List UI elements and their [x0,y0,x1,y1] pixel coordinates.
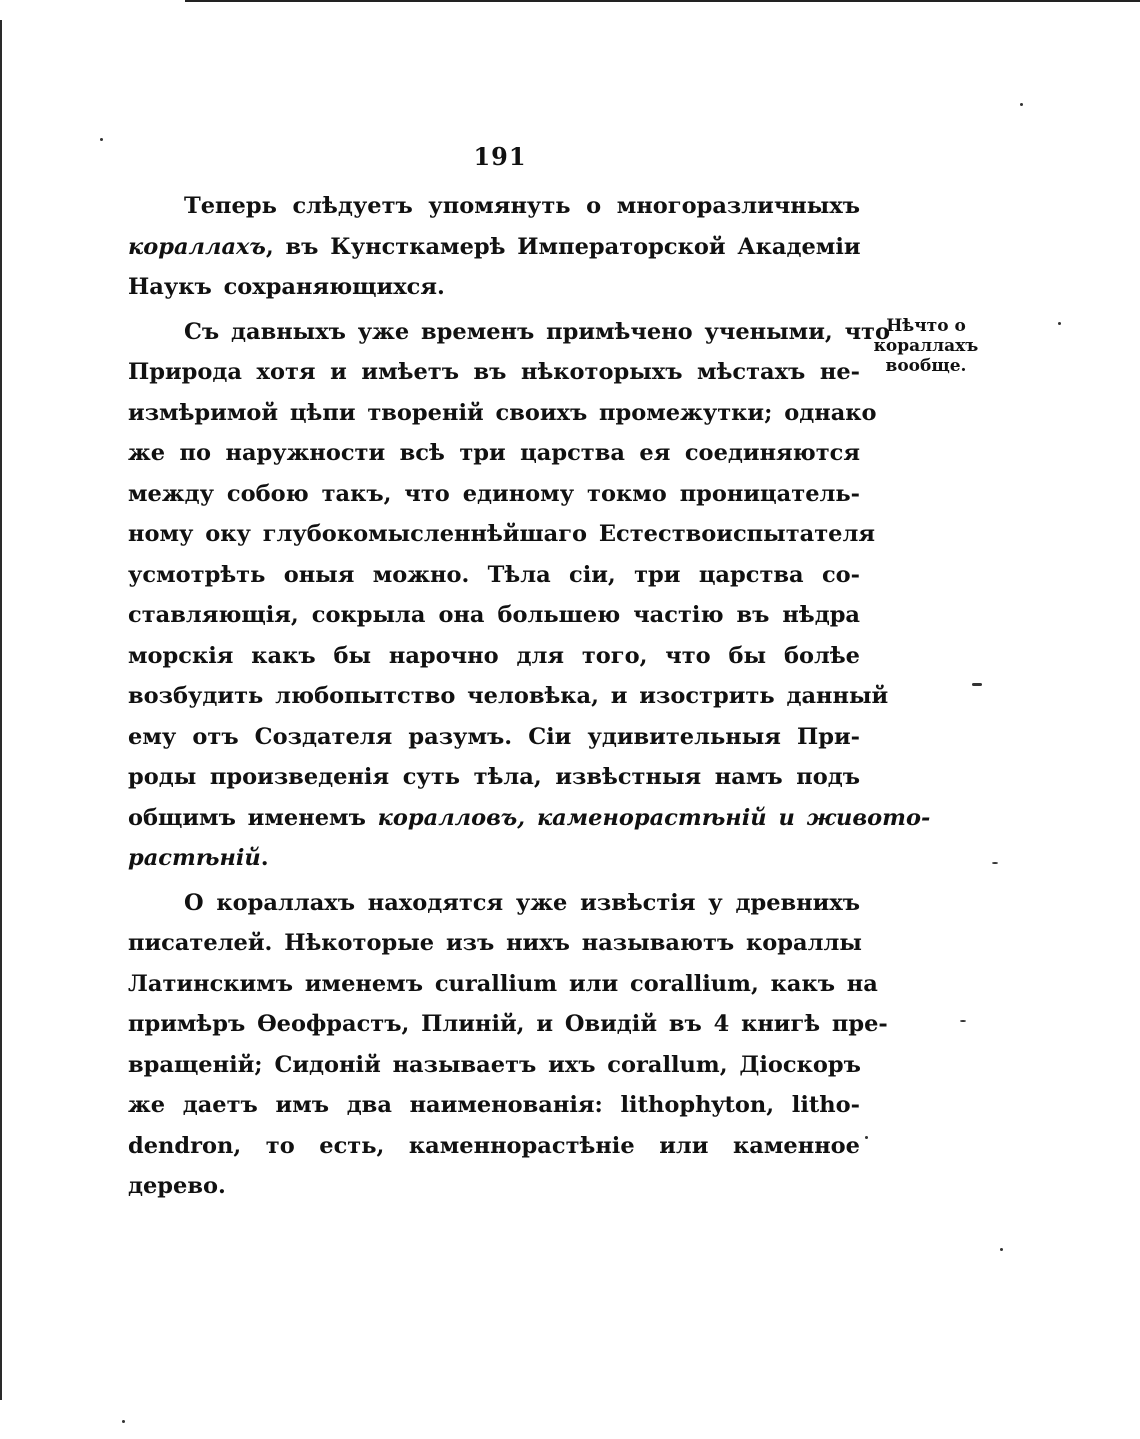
text-segment: же даетъ имъ два наименованія: lithophyton, litho- [128,1092,860,1118]
margin-note-line: кораллахъ [873,336,979,356]
text-segment: dendron, то есть, каменнорастѣніе или каменное [128,1132,860,1159]
text-segment: О кораллахъ находятся уже извѣстія у древнихъ [184,889,860,916]
text-segment: Природа хотя и имѣетъ въ нѣкоторыхъ мѣстахъ не- [128,359,860,385]
text-segment: усмотрѣть оныя можно. Тѣла сіи, три царства со- [128,561,860,588]
scan-speck [865,1136,868,1139]
page-number: 191 [473,142,527,171]
text-line [128,757,860,798]
text-line [128,312,890,353]
text-line [128,186,860,227]
italic-text: кораллахъ [128,233,266,260]
text-line [128,798,931,839]
text-segment: Наукъ сохраняющихся. [128,274,445,300]
text-line [128,883,860,924]
left-edge-rule [0,20,2,1400]
scan-speck [100,138,103,141]
text-line [128,636,860,677]
text-segment: ему отъ Создателя разумъ. Сіи удивительныя При- [128,723,860,750]
text-segment: общимъ именемъ [128,804,378,831]
text-segment: ному оку глубокомысленнѣйшаго Естествоиспытателя [128,521,875,547]
text-segment: морскія какъ бы нарочно для того, что бы болѣе [128,642,860,669]
scan-speck [960,1020,966,1022]
text-segment: дерево. [128,1173,226,1199]
text-segment: вращеній; Сидоній называетъ ихъ corallum, Діоскоръ [128,1051,861,1078]
text-line [128,393,877,434]
text-line [128,676,889,717]
text-segment: Теперь слѣдуетъ упомянуть о многоразличныхъ [184,193,860,219]
text-line [128,514,875,555]
text-segment: примѣръ Ѳеофрастъ, Плиній, и Овидій въ 4 книгѣ пре- [128,1011,888,1037]
text-segment: . [260,845,269,871]
text-line [128,433,860,474]
text-line [128,227,860,268]
text-line [128,1045,860,1086]
text-line [128,1004,888,1045]
italic-text: растѣній [128,845,261,871]
text-segment: измѣримой цѣпи твореній своихъ промежутки; однако [128,399,877,426]
text-segment: Латинскимъ именемъ curallium или corallium, какъ на [128,970,878,997]
text-line [128,267,860,308]
text-segment: писателей. Нѣкоторые изъ нихъ называютъ кораллы [128,930,862,956]
text-line [128,1166,860,1207]
text-line [128,1126,860,1167]
scan-speck [972,683,982,686]
text-line [128,555,860,596]
text-line [128,595,860,636]
text-segment: же по наружности всѣ три царства ея соединяются [128,440,860,466]
margin-note-line: Нѣчто о [886,316,966,336]
text-line [128,717,860,758]
top-edge-rule [185,0,1140,2]
italic-text: коралловъ, каменорастѣній и живото- [377,804,931,831]
text-line [128,923,860,964]
text-segment: Съ давныхъ уже временъ примѣчено учеными, что [184,318,890,345]
scan-speck [1058,322,1061,325]
margin-note-line: вообще. [885,356,967,376]
text-segment: возбудить любопытство человѣка, и изострить данный [128,683,889,709]
scan-speck [1000,1248,1003,1251]
text-line [128,352,860,393]
text-line [128,838,860,879]
text-line [128,964,878,1005]
text-line [128,1085,860,1126]
text-segment: , въ Кунсткамерѣ Императорской Академіи [265,233,861,260]
scan-speck [992,862,998,864]
text-segment: ставляющія, сокрыла она большею частію въ нѣдра [128,602,860,628]
scan-speck [1020,103,1023,106]
margin-note [872,316,980,376]
text-line [128,474,860,515]
scan-speck [122,1420,125,1423]
text-segment: между собою такъ, что единому токмо проницатель- [128,480,860,507]
text-segment: роды произведенія суть тѣла, извѣстныя намъ подъ [128,764,860,790]
